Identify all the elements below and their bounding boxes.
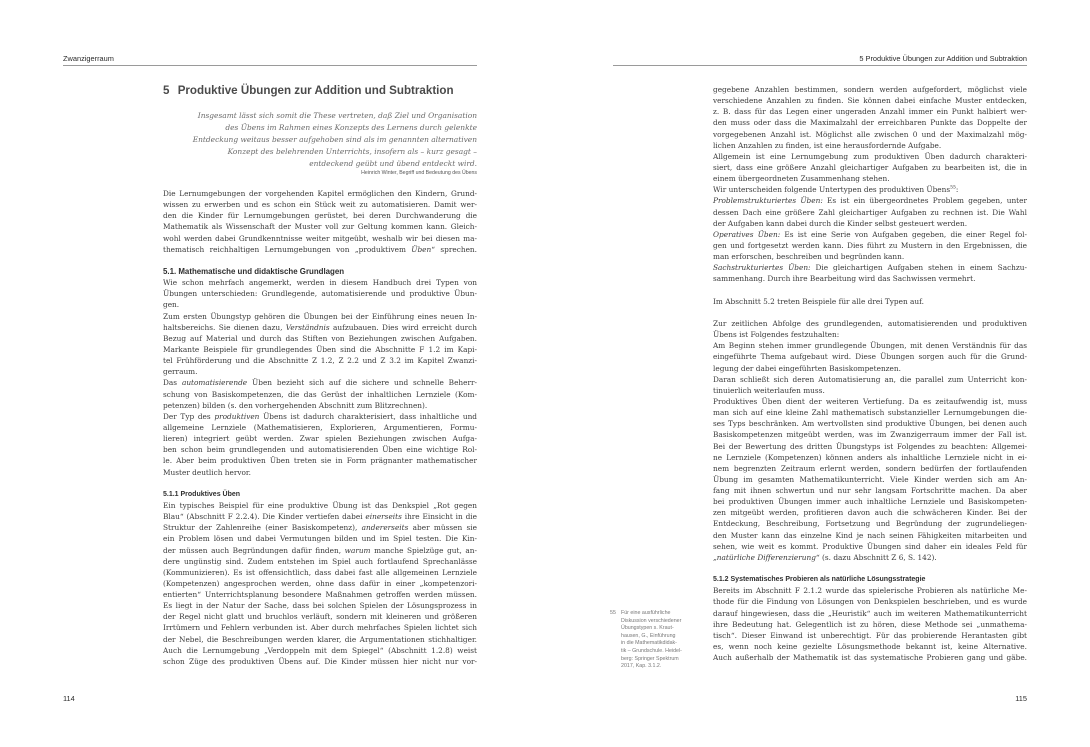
text-line: darauf hingewiesen, dass die „Heuristik“ auch im weiteren Mathematikunterricht: [713, 608, 1027, 618]
text-line: Die Lernumgebungen der vorgehenden Kapitel ermöglichen den Kindern, Grund-: [163, 189, 477, 198]
text-line: sehen, wie weit es kommt. Produktive Übungen sind daher ein ideales Feld für: [713, 541, 1027, 551]
text-line: schon Züge des produktiven Übens auf. Die Kinder müssen hier nicht nur vor-: [163, 656, 477, 666]
text-line: der Nebel, die Beschreibungen werden klarer, die Argumentationen stichhaltiger.: [163, 634, 477, 644]
text-line: bei produktiven Übungen immer auch inhaltliche Lernziele und Basiskompeten-: [713, 497, 1027, 507]
running-head: Zwanzigerraum: [63, 54, 477, 66]
text-line: z. B. dass für das Legen einer ungeraden Anzahl immer ein Punkt halbiert wer-: [713, 107, 1027, 117]
text-line: Mathematik als Wissenschaft der Muster voll zur Geltung kommen kann. Gleich-: [163, 222, 477, 232]
text-line: es, wenn noch keine gezielte Lösungsmethode bekannt ist, keine Alternative.: [713, 642, 1027, 652]
text-line: petenzen) bilden (s. den vorhergehenden Abschnitt zum Blitzrechnen).: [163, 400, 428, 410]
text-line: (Kompetenzen) angesprochen werden, ohne dass dafür in einer „kompetenzori-: [163, 578, 477, 588]
text-line: sammenhang. Durch ihre Bearbeitung wird das Sachwissen vermehrt.: [713, 274, 976, 284]
text-line: dere ungünstig sind. Zudem entstehen im Spiel auch fortlaufend Sprechanlässe: [163, 556, 477, 566]
text-line: tel Frühförderung und die Abschnitte Z 1.2, Z 2.2 und Z 3.2 im Kapitel Zwanzi-: [163, 356, 477, 366]
text-line: nem begrenzten Zeitraum erlernt werden, sondern bedürfen der fortlaufenden: [713, 463, 1027, 473]
text-line: gegebene Anzahlen bestimmen, sondern werden aufgefordert, möglichst viele: [713, 85, 1027, 94]
text-line: ben schon beim grundlegenden und automatisierenden Üben eine wichtige Rol-: [163, 445, 477, 455]
text-line: ein Problem lösen und dabei Vermutungen bilden und im Spiel testen. Die Kin-: [163, 534, 477, 544]
text-line: gerraum.: [163, 367, 198, 377]
text-line: den die Kinder für Lernumgebungen gerüstet, bei deren Durchwanderung die: [163, 211, 477, 221]
text-line: wohl werden dabei Grundkenntnisse weiter mitgeübt, weshalb wir bei diesen ma-: [163, 233, 477, 243]
epigraph-line: entdeckend geübt und übend entdeckt wird.: [309, 158, 477, 168]
text-line: vorgegebenen Anzahl ist. Möglichst alle zwischen 0 und der Maximalzahl mög-: [713, 129, 1027, 139]
text-line: man erforschen, beschreiben und begründen kann.: [713, 252, 905, 262]
text-line: Auch die Lernumgebung „Verdoppeln mit dem Spiegel“ (Abschnitt 1.2.8) weist: [163, 645, 477, 655]
text-line: fang mit ihnen schwertun und nur sehr langsam Fortschritte machen. Da aber: [713, 486, 1027, 496]
section-heading-5-1-2: 5.1.2 Systematisches Probieren als natürliche Lösungsstrategie: [713, 576, 926, 584]
text-line: Problemstrukturiertes Üben: Es ist ein übergeordnetes Problem gegeben, unter: [713, 196, 1027, 206]
text-line: der Regel nicht glatt und bruchlos verläuft, sondern mit kleineren und größeren: [163, 612, 477, 622]
body-text-left: [163, 188, 477, 667]
text-line: Der Typ des produktiven Übens ist dadurch charakterisiert, dass inhaltliche und: [163, 411, 478, 421]
section-heading-5-1-1: 5.1.1 Produktives Üben: [163, 490, 241, 498]
epigraph-line: des Übens im Rahmen eines Konzepts des Lernens durch gelenkte: [225, 122, 477, 132]
text-line: Übungen unterschieden: Grundlegende, automatisierende und produktive Übun-: [163, 289, 477, 299]
text-line: Bei der Bewertung des dritten Übungstyps ist Folgendes zu beachten: Allgemei-: [713, 441, 1027, 451]
text-line: Ein typisches Beispiel für eine produktive Übung ist das Denkspiel „Rot gegen: [163, 500, 477, 510]
epigraph-source: Heinrich Winter, Begriff und Bedeutung des Übens: [361, 170, 477, 176]
right-page: [545, 0, 1090, 747]
text-line: ses Typs beschränken. Am wertvollsten sind produktive Übungen, bei denen auch: [713, 419, 1027, 429]
text-line: Das automatisierende Üben bezieht sich auf die sichere und schnelle Beherr-: [163, 378, 478, 388]
text-line: Auch außerhalb der Mathematik ist das systematische Probieren gang und gäbe.: [713, 653, 1027, 663]
text-line: der Aufgaben kann dabei durch die Kinder selbst gesteuert werden.: [713, 218, 968, 228]
text-line: Daran schließt sich deren Automatisierung an, die parallel zum Unterricht kon-: [713, 374, 1027, 384]
footnote-body: Für eine ausführliche Diskussion verschiedener Übungstypen s. Kraut- hausen, G., Einführung in die Mathematikdidak- tik – Grundschule. Heidel- berg: Springer Spektrum 2017, Kap. 3.1.2.: [621, 610, 682, 670]
text-line: Wir unterscheiden folgende Untertypen des produktiven Übens$^{55}$:: [713, 185, 959, 195]
text-line: gen und fortgesetzt werden kann. Dies führt zu Mustern in den Ergebnissen, die: [713, 240, 1027, 250]
text-line: tinuierlich weiterlaufen muss.: [713, 385, 825, 395]
text-line: Sachstrukturiertes Üben: Die gleichartigen Aufgaben stehen in einem Sachzu-: [713, 263, 1027, 273]
text-line: thode für die Findung von Lösungen von Denkspielen beschrieben, und es wurde: [713, 597, 1027, 607]
text-line: entierten“ Unterrichtsplanung besondere Maßnahmen getroffen werden müssen.: [163, 590, 477, 600]
text-line: thematisch reichhaltigen Lernumgebungen von „produktivem Üben“ sprechen.: [163, 244, 477, 254]
text-line: Zum ersten Übungstyp gehören die Übungen bei der Einführung eines neuen In-: [163, 311, 477, 321]
epigraph-line: Entdeckung weitaus besser aufgehoben sind als im genannten alternativen: [192, 134, 477, 144]
text-line: Bezug auf Material und durch das Stiften von Beziehungen zwischen Aufgaben.: [163, 333, 477, 343]
text-line: eingeführte Thema aufgebaut wird. Diese Übungen sorgen auch für die Grund-: [713, 352, 1027, 362]
footnote-ref[interactable]: 55: [950, 185, 956, 191]
text-line: Struktur der Zahlenreihe (einer Basiskompetenz), andererseits aber müssen sie: [163, 523, 477, 533]
text-line: dessen Dach eine größere Zahl gleichartiger Aufgaben zu rechnen ist. Die Wahl: [713, 207, 1027, 217]
text-line: Wie schon mehrfach angemerkt, werden in diesem Handbuch drei Typen von: [163, 278, 477, 288]
text-line: tisch“. Dieser Einwand ist unberechtigt. Für das probierende Herantasten gibt: [713, 630, 1027, 640]
text-line: siert, dass eine größere Anzahl gleichartiger Aufgaben zu bearbeiten ist, die in: [713, 162, 1027, 172]
text-line: Operatives Üben: Es ist eine Serie von Aufgaben gegeben, die einer Regel fol-: [713, 229, 1027, 239]
text-line: wissen zu erwerben und es schon ein Stück weit zu automatisieren. Damit wer-: [163, 200, 477, 210]
text-line: lieren) integriert geübt werden. Zwar spielen Beziehungen zwischen Aufga-: [163, 434, 477, 444]
text-line: lichen Anzahlen zu finden, ist eine herausfordernde Aufgabe.: [713, 140, 942, 150]
text-line: Es liegt in der Natur der Sache, dass bei solchen Spielen der Lösungsprozess in: [163, 601, 477, 611]
text-line: Irrtümern und Fehlern verbunden ist. Aber durch mehrfaches Spielen lichtet sich: [163, 623, 477, 633]
text-line: verschiedene Anzahlen zu finden. Sie können dabei einfache Muster entdecken,: [713, 96, 1027, 106]
text-line: der müssen auch Begründungen dafür finden, warum manche Spielzüge gut, an-: [163, 545, 477, 555]
text-line: le. Aber beim produktiven Üben treten sie in Form prägnanter mathematischer: [163, 456, 477, 466]
footnote-55: [610, 610, 705, 671]
text-line: einem übergeordneten Zusammenhang stehen.: [713, 174, 890, 184]
text-line: allgemeine Lernziele (Mathematisieren, Explorieren, Argumentieren, Formu-: [163, 422, 477, 432]
text-line: legung der dabei eingeführten Basiskompetenzen.: [713, 363, 901, 373]
text-line: ihre Bedeutung hat. Gelegentlich ist zu hören, diese Methode sei „unmathema-: [713, 619, 1027, 629]
text-line: „natürliche Differenzierung“ (s. dazu Abschnitt Z 6, S. 142).: [713, 552, 937, 562]
page-number: 115: [1015, 694, 1027, 703]
text-line: Markante Beispiele für grundlegendes Üben sind die Abschnitte F 1.2 im Kapi-: [163, 344, 477, 354]
text-line: schung von Basiskompetenzen, die das Gerüst der inhaltlichen Lernziele (Kom-: [163, 389, 477, 399]
text-line: (Kommunizieren). Es ist offensichtlich, dass dabei fast alle allgemeinen Lernziele: [163, 567, 477, 577]
text-line: gen.: [163, 300, 180, 310]
body-text-right: [713, 84, 1027, 663]
epigraph-line: Insgesamt lässt sich somit die These vertreten, daß Ziel und Organisation: [197, 111, 477, 120]
text-line: Am Beginn stehen immer grundlegende Übungen, mit denen Verständnis für das: [713, 341, 1027, 351]
chapter-title-text: Produktive Übungen zur Addition und Subtraktion: [177, 84, 454, 97]
text-line: ne Lernziele (Kompetenzen) können anders als inhaltliche Lernziele nicht in ei-: [713, 452, 1027, 462]
page-number: 114: [63, 694, 75, 703]
chapter-number: 5: [163, 84, 170, 97]
text-line: den muss oder dass die Maximalzahl der erreichbaren Punkte das Doppelte der: [713, 118, 1027, 128]
text-line: Übens ist Folgendes festzuhalten:: [713, 330, 840, 340]
text-line: Entdeckung, Beschreibung, Fortsetzung und Begründung der zugrundeliegen-: [713, 519, 1027, 529]
text-line: Allgemein ist eine Lernumgebung zum produktiven Üben dadurch charakteri-: [713, 151, 1027, 161]
text-line: Zur zeitlichen Abfolge des grundlegenden, automatisierenden und produktiven: [713, 318, 1027, 328]
running-head: 5 Produktive Übungen zur Addition und Subtraktion: [613, 54, 1027, 66]
chapter-title: [163, 84, 483, 97]
text-line: Bereits im Abschnitt F 2.1.2 wurde das spielerische Probieren als natürliche Me-: [713, 586, 1027, 596]
text-line: Basiskompetenzen mitgeübt werden, was im Zwanzigerraum immer der Fall ist.: [713, 430, 1027, 440]
text-line: man sich auf eine kleine Zahl mathematisch substanzieller Lernumgebungen die-: [713, 408, 1027, 418]
text-line: haltsbereichs. Sie dienen dazu, Verständnis aufzubauen. Dies wird erreicht durch: [163, 322, 477, 332]
text-line: zen mitgeübt werden, profitieren davon auch die schwächeren Kinder. Bei der: [713, 508, 1027, 518]
text-line: den Muster kann das einzelne Kind je nach seinen Fähigkeiten mitarbeiten und: [713, 530, 1027, 540]
text-line: Blau“ (Abschnitt F 2.2.4). Die Kinder vertiefen dabei einerseits ihre Einsicht in die: [163, 512, 477, 522]
footnote-number: 55: [610, 610, 616, 616]
text-line: Produktives Üben dient der weiteren Vertiefung. Da es zeitaufwendig ist, muss: [713, 396, 1027, 406]
text-line: Im Abschnitt 5.2 treten Beispiele für alle drei Typen auf.: [713, 296, 924, 306]
epigraph-line: Konzept des belehrenden Unterrichts, insofern als – kurz gesagt –: [227, 146, 477, 156]
text-line: Übung im gesamten Mathematikunterricht. Viele Kinder werden sich am An-: [713, 474, 1027, 484]
section-heading-5-1: 5.1. Mathematische und didaktische Grundlagen: [163, 266, 345, 276]
epigraph: [163, 110, 477, 170]
text-line: Muster deutlich hervor.: [163, 467, 251, 477]
